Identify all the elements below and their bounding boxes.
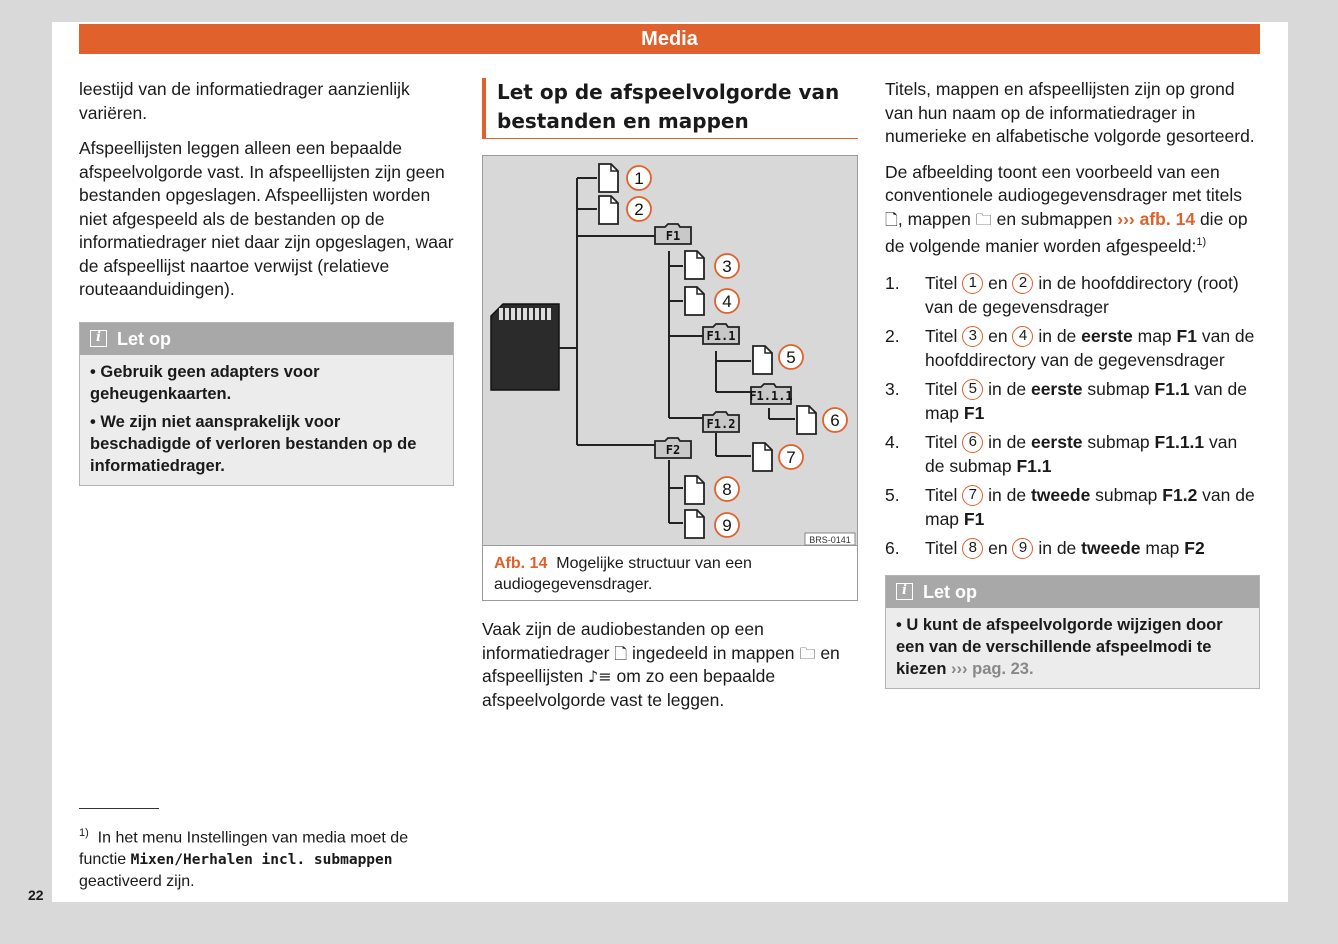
chapter-header: Media	[79, 24, 1260, 54]
list-item	[885, 537, 1260, 561]
info-icon: i	[896, 583, 913, 600]
info-icon: i	[90, 330, 107, 347]
text: De afbeelding toont een voorbeeld van een conventionele audiogegevensdrager met titels	[885, 161, 1243, 205]
column-3	[885, 78, 1260, 689]
text: Titel	[925, 326, 963, 347]
text: geactiveerd zijn.	[79, 873, 195, 891]
figure-label: Afb. 14	[494, 555, 548, 572]
note-item: • We zijn niet aansprakelijk voor beschadigde of verloren bestanden op de informatiedrager.	[90, 412, 417, 475]
note-item: • Gebruik geen adapters voor geheugenkaarten.	[90, 362, 320, 403]
text: in de	[983, 379, 1031, 400]
footnote-divider	[79, 808, 159, 809]
text: en submappen	[996, 208, 1113, 229]
file-icon: 🗋	[885, 209, 898, 229]
figure-link[interactable]: ››› afb. 14	[1117, 208, 1196, 229]
folder-label: F1.2	[706, 417, 736, 431]
sd-card-contact	[511, 308, 515, 320]
figure-caption	[483, 546, 857, 600]
file-icon	[685, 287, 704, 315]
bold-text: F1	[963, 402, 985, 423]
text: map	[1132, 326, 1177, 347]
folder-label: F1.1	[706, 329, 736, 343]
bold-text: F2	[1184, 538, 1205, 559]
paragraph: Titels, mappen en afspeellijsten zijn op grond van hun naam op de informatiedrager in numerieke en alfabetische volgorde gesorteerd.	[885, 79, 1255, 146]
paragraph: leestijd van de informatiedrager aanzienlijk variëren.	[79, 79, 410, 123]
callout-number: 8	[722, 480, 732, 499]
callout-number: 5	[962, 379, 983, 400]
figure-code: BRS-0141	[809, 535, 851, 545]
list-number: 2.	[885, 326, 900, 347]
text: submap	[1082, 379, 1155, 400]
file-icon	[599, 196, 618, 224]
text: en	[983, 273, 1013, 294]
bold-text: eerste	[1081, 326, 1133, 347]
file-icon	[753, 443, 772, 471]
page-number: 22	[28, 887, 44, 903]
column-1	[79, 78, 454, 486]
page-link[interactable]: ››› pag. 23.	[951, 659, 1034, 678]
callout-number: 4	[1012, 326, 1033, 347]
list-item	[885, 378, 1260, 425]
list-number: 1.	[885, 273, 900, 294]
play-order-list	[885, 272, 1260, 561]
folder-tree-diagram	[483, 156, 857, 546]
paragraph	[482, 618, 858, 712]
file-icon	[797, 406, 816, 434]
text: ingedeeld in mappen	[632, 642, 795, 663]
list-text	[925, 272, 1260, 319]
list-item	[885, 325, 1260, 372]
bold-text: tweede	[1030, 485, 1091, 506]
callout-number: 3	[962, 326, 983, 347]
file-icon	[685, 476, 704, 504]
text: die op de volgende manier worden afgespeeld:	[885, 208, 1248, 256]
text: en	[983, 538, 1013, 559]
list-number: 5.	[885, 485, 900, 506]
callout-number: 3	[722, 257, 732, 276]
text: in de	[983, 485, 1031, 506]
text: , mappen	[897, 208, 971, 229]
note-body	[80, 355, 453, 485]
footnote-mark: 1)	[79, 827, 89, 839]
callout-number: 9	[1012, 538, 1033, 559]
list-number: 3.	[885, 379, 900, 400]
sd-card-contact	[541, 308, 545, 320]
bold-text: eerste	[1030, 432, 1083, 453]
sd-card-contact	[523, 308, 527, 320]
folder-icon: 🗀	[975, 209, 992, 229]
callout-number: 5	[786, 348, 796, 367]
sd-card-contact	[517, 308, 521, 320]
folder-label: F1.1.1	[749, 389, 793, 403]
text: Titel	[925, 273, 963, 294]
folder-icon: 🗀	[799, 643, 816, 663]
bold-text: tweede	[1081, 538, 1141, 559]
text: Titel	[925, 379, 963, 400]
sd-card-contact	[499, 308, 503, 320]
figure-canvas	[483, 156, 857, 546]
text: Titel	[925, 485, 963, 506]
playlist-icon: ♪≡	[588, 667, 612, 686]
column-2	[482, 78, 858, 724]
list-text	[925, 484, 1260, 531]
callout-number: 6	[830, 411, 840, 430]
callout-number: 9	[722, 516, 732, 535]
callout-number: 4	[722, 292, 732, 311]
list-item	[885, 272, 1260, 319]
note-text: • U kunt de afspeelvolgorde wijzigen door een van de verschillende afspeelmodi te kiezen	[896, 615, 1223, 678]
file-icon	[685, 251, 704, 279]
callout-number: 8	[962, 538, 983, 559]
code-text: Mixen/Herhalen incl. submappen	[130, 852, 393, 869]
callout-number: 7	[786, 448, 796, 467]
callout-number: 1	[962, 273, 983, 294]
paragraph	[885, 161, 1260, 259]
text: in de	[983, 432, 1031, 453]
text: van de map	[925, 379, 1247, 423]
bold-text: F1.2	[1162, 485, 1198, 506]
list-item	[885, 484, 1260, 531]
sd-card-contact	[535, 308, 539, 320]
text: en	[983, 326, 1013, 347]
note-title: Let op	[923, 581, 977, 602]
text: in de	[1033, 326, 1082, 347]
text: In het menu Instellingen van media moet de functie	[79, 829, 409, 869]
note-box	[79, 322, 454, 486]
folder-label: F2	[665, 443, 681, 457]
bold-text: F1.1.1	[1154, 432, 1205, 453]
text: Titel	[925, 432, 963, 453]
bold-text: F1	[963, 508, 985, 529]
sd-card-contact	[547, 308, 551, 320]
bold-text: F1	[1176, 326, 1197, 347]
note-box	[885, 575, 1260, 689]
list-text	[925, 378, 1260, 425]
paragraph: Afspeellijsten leggen alleen een bepaalde afspeelvolgorde vast. In afspeellijsten zijn geen bestanden opgeslagen. Afspeellijsten worden niet afgespeeld als de bestanden op de informatiedrager niet daar zijn opgeslagen, waar de afspeellijst naartoe verwijst (relatieve routeaanduidingen).	[79, 138, 454, 299]
list-text	[925, 431, 1260, 478]
file-icon: 🗋	[614, 643, 628, 663]
list-item	[885, 431, 1260, 478]
callout-number: 7	[962, 485, 983, 506]
footnote-ref[interactable]: 1)	[1196, 236, 1207, 248]
callout-number: 1	[634, 169, 644, 188]
callout-number: 2	[1012, 273, 1033, 294]
note-header	[886, 576, 1259, 608]
list-number: 6.	[885, 538, 900, 559]
text: Vaak zijn de audiobestanden op een informatiedrager	[482, 619, 764, 663]
folder-label: F1	[665, 229, 681, 243]
figure-caption-text: Mogelijke structuur van een audiogegevensdrager.	[494, 555, 752, 593]
note-body	[886, 608, 1259, 688]
footnote	[79, 822, 454, 893]
text: submap	[1082, 432, 1155, 453]
text: in de	[1033, 538, 1082, 559]
bold-text: eerste	[1030, 379, 1083, 400]
text: in de hoofddirectory (root) van de gegevensdrager	[925, 273, 1239, 317]
text: en afspeellijsten	[482, 642, 840, 686]
figure	[482, 155, 858, 601]
bold-text: F1.1	[1016, 455, 1052, 476]
note-title: Let op	[117, 328, 171, 349]
file-icon	[685, 510, 704, 538]
section-title: Let op de afspeelvolgorde van bestanden en mappen	[482, 78, 858, 139]
text: van de hoofddirectory van de gegevensdrager	[925, 326, 1255, 370]
sd-card-contact	[529, 308, 533, 320]
text: submap	[1090, 485, 1163, 506]
file-icon	[753, 346, 772, 374]
file-icon	[599, 164, 618, 192]
text: van de submap	[925, 432, 1238, 476]
text: van de map	[925, 485, 1255, 529]
list-text	[925, 325, 1260, 372]
sd-card-contact	[505, 308, 509, 320]
list-number: 4.	[885, 432, 900, 453]
bold-text: F1.1	[1154, 379, 1190, 400]
text: Titel	[925, 538, 963, 559]
callout-number: 2	[634, 200, 644, 219]
text: map	[1140, 538, 1185, 559]
callout-number: 6	[962, 432, 983, 453]
note-header	[80, 323, 453, 355]
list-text	[925, 537, 1205, 561]
text: om zo een bepaalde afspeelvolgorde vast te leggen.	[482, 666, 776, 710]
